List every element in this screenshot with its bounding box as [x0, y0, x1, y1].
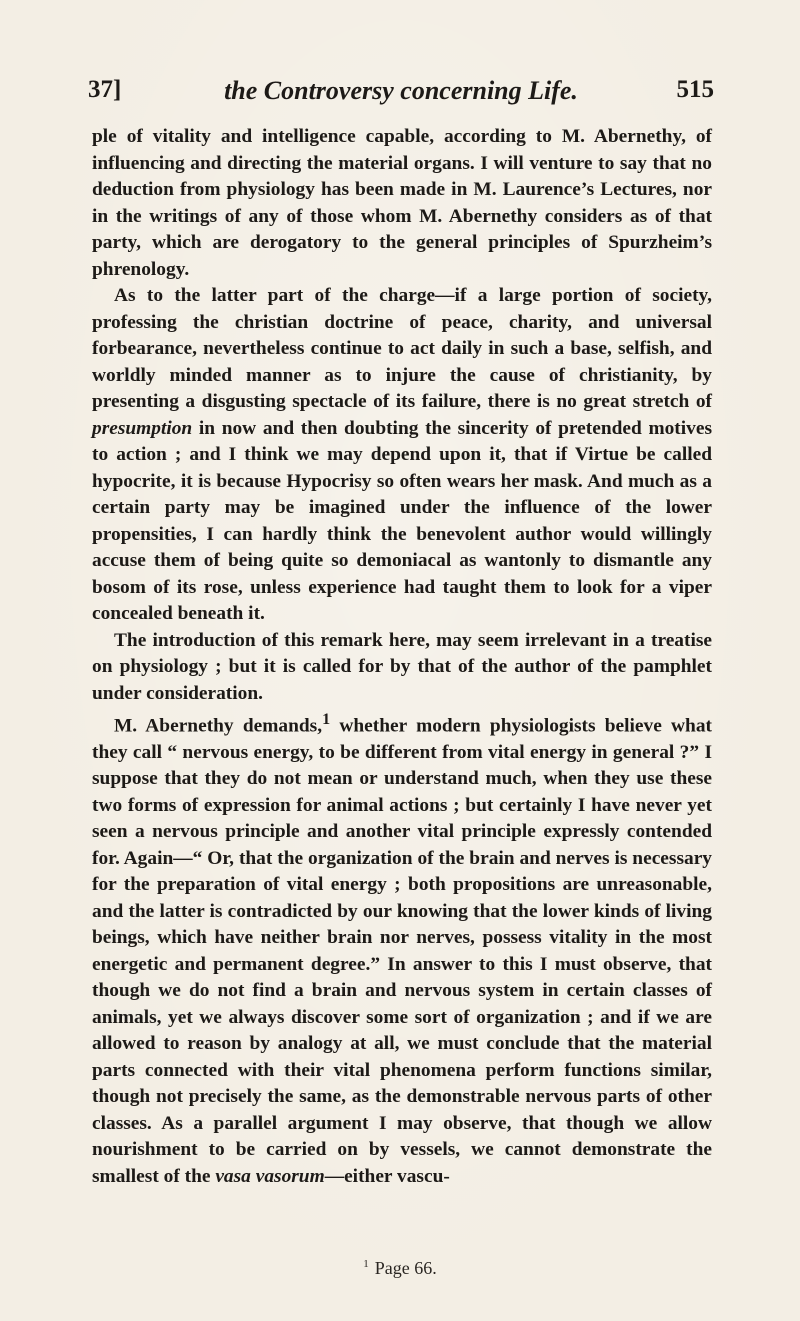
- running-header: [88, 76, 714, 116]
- text-run: in now and then doubting the sincerity of pretended motives to action ; and I think we may depend upon it, that if Virtue be called hypocrite, it is because Hypocrisy so often wears her mask. And much as a certain party may be imagined under the influence of the lower propensities, I can hardly think the benevolent author would willingly accuse them of being quite so demoniacal as wantonly to dismantle any bosom of its rose, unless experience had taught them to look for a viper concealed beneath it.: [92, 417, 712, 624]
- italic-term: presumption: [92, 417, 193, 439]
- page-reference: 37]: [88, 76, 122, 103]
- page-number: 515: [676, 76, 714, 103]
- paragraph-4: [92, 707, 712, 1190]
- italic-term: vasa vasorum: [215, 1165, 325, 1187]
- paragraph-1: [92, 124, 712, 283]
- text-run: M. Abernethy demands,: [114, 715, 323, 737]
- footnote-ref: 1: [322, 711, 331, 728]
- paragraph-2: [92, 283, 712, 628]
- footnote: [0, 1258, 800, 1279]
- footnote-text: Page 66.: [374, 1258, 437, 1278]
- footnote-marker: 1: [363, 1258, 369, 1270]
- text-run: As to the latter part of the charge—if a large portion of society, professing the christian doctrine of peace, charity, and universal forbearance, nevertheless continue to act daily in such a base, selfish, and worldly minded manner as to injure the cause of christianity, by presenting a disgusting spectacle of its failure, there is no great stretch of: [92, 285, 712, 412]
- body-text: [92, 124, 712, 1190]
- text-run: whether modern physiologists believe what they call “ nervous energy, to be different from vital energy in general ?” I suppose that they do not mean or understand much, when they use these two forms of expression for animal actions ; but certainly I have never yet seen a nervous principle and another vital principle expressly contended for. Again—“ Or, that the organization of the brain and nerves is necessary for the preparation of vital energy ; both propositions are unreasonable, and the latter is contradicted by our knowing that the lower kinds of living beings, which have neither brain nor nerves, possess vitality in the most energetic and permanent degree.” In answer to this I must observe, that though we do not find a brain and nervous system in certain classes of animals, yet we always discover some sort of organization ; and if we are allowed to reason by analogy at all, we must conclude that the material parts connected with their vital phenomena perform functions similar, though not precisely the same, as the demonstrable nervous parts of other classes. As a parallel argument I may observe, that though we allow nourishment to be carried on by vessels, we cannot demonstrate the smallest of the: [92, 715, 712, 1187]
- text-run: ple of vitality and intelligence capable, according to M. Abernethy, of influencing and directing the material organs. I will venture to say that no deduction from physiology has been made in M. Laurence’s Lectures, nor in the writings of any of those whom M. Abernethy considers as of that party, which are derogatory to the general principles of Spurzheim’s phrenology.: [92, 126, 712, 280]
- text-run: The introduction of this remark here, may seem irrelevant in a treatise on physiology ; but it is called for by that of the author of the pamphlet under consideration.: [92, 629, 712, 704]
- paragraph-3: [92, 628, 712, 708]
- text-run: —either vascu-: [324, 1165, 450, 1187]
- running-title: the Controversy concerning Life.: [224, 76, 578, 105]
